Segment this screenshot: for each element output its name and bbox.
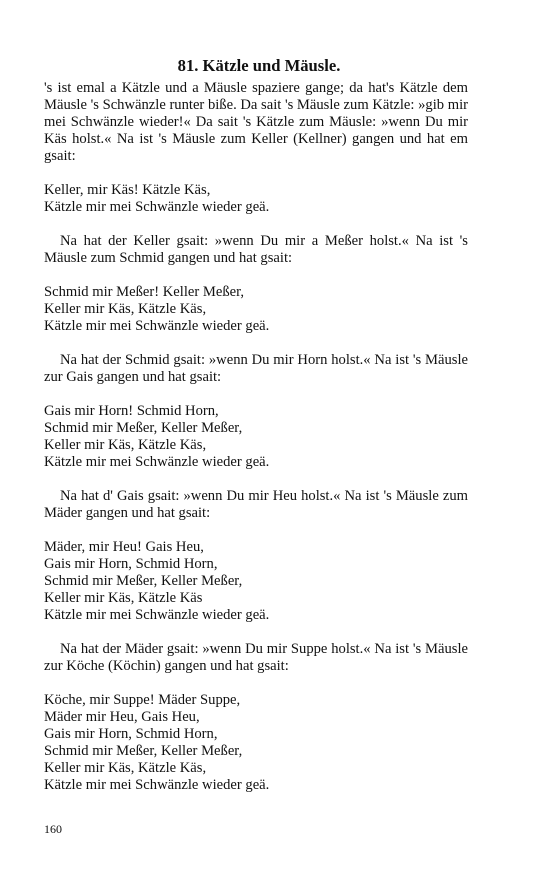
stanza-gap bbox=[44, 675, 468, 692]
prose-paragraph: Na hat der Schmid gsait: »wenn Du mir Horn holst.« Na ist 's Mäusle zur Gais gangen und hat gsait: bbox=[44, 352, 468, 385]
prose-paragraph: Na hat d' Gais gsait: »wenn Du mir Heu holst.« Na ist 's Mäusle zum Mäder gangen und hat gsait: bbox=[44, 488, 468, 521]
verse-line: Kätzle mir mei Schwänzle wieder geä. bbox=[44, 607, 270, 623]
stanza-gap bbox=[44, 165, 468, 182]
verse-line: Keller mir Käs, Kätzle Käs, bbox=[44, 301, 207, 317]
stanza-gap bbox=[44, 471, 468, 488]
verse-line: Kätzle mir mei Schwänzle wieder geä. bbox=[44, 199, 270, 215]
stanza-gap bbox=[44, 624, 468, 641]
page-number: 160 bbox=[44, 822, 62, 836]
prose-paragraph: Na hat der Keller gsait: »wenn Du mir a Meßer holst.« Na ist 's Mäusle zum Schmid gangen und hat gsait: bbox=[44, 233, 468, 266]
prose-paragraph: Na hat der Mäder gsait: »wenn Du mir Suppe holst.« Na ist 's Mäusle zur Köche (Köchin) gangen und hat gsait: bbox=[44, 641, 468, 674]
verse-stanza bbox=[44, 182, 468, 216]
verse-line: Gais mir Horn, Schmid Horn, bbox=[44, 726, 218, 742]
verse-line: Keller mir Käs, Kätzle Käs, bbox=[44, 760, 207, 776]
verse-line: Schmid mir Meßer, Keller Meßer, bbox=[44, 420, 243, 436]
verse-line: Köche, mir Suppe! Mäder Suppe, bbox=[44, 692, 241, 708]
stanza-gap bbox=[44, 522, 468, 539]
stanza-gap bbox=[44, 386, 468, 403]
verse-stanza bbox=[44, 284, 468, 335]
verse-stanza bbox=[44, 692, 468, 794]
verse-stanza bbox=[44, 539, 468, 624]
prose-paragraph: 's ist emal a Kätzle und a Mäusle spaziere gange; da hat's Kätzle dem Mäusle 's Schwänzle runter bißе. Da sait 's Mäusle zum Kätzle: »gib mir mei Schwänzle wieder!« Da sait 's Kätzle zum Mäusle: »wenn Du mir Käs holst.« Na ist 's Mäusle zum Keller (Kellner) gangen und hat em gsait: bbox=[44, 80, 468, 164]
verse-line: Gais mir Horn! Schmid Horn, bbox=[44, 403, 219, 419]
body-text bbox=[44, 80, 468, 794]
verse-line: Mäder, mir Heu! Gais Heu, bbox=[44, 539, 204, 555]
verse-line: Schmid mir Meßer, Keller Meßer, bbox=[44, 573, 243, 589]
verse-line: Keller mir Käs, Kätzle Käs bbox=[44, 590, 203, 606]
verse-line: Schmid mir Meßer! Keller Meßer, bbox=[44, 284, 245, 300]
verse-line: Keller, mir Käs! Kätzle Käs, bbox=[44, 182, 211, 198]
verse-line: Keller mir Käs, Kätzle Käs, bbox=[44, 437, 207, 453]
verse-line: Kätzle mir mei Schwänzle wieder geä. bbox=[44, 454, 270, 470]
verse-line: Kätzle mir mei Schwänzle wieder geä. bbox=[44, 777, 270, 793]
stanza-gap bbox=[44, 335, 468, 352]
verse-line: Kätzle mir mei Schwänzle wieder geä. bbox=[44, 318, 270, 334]
verse-line: Mäder mir Heu, Gais Heu, bbox=[44, 709, 200, 725]
verse-stanza bbox=[44, 403, 468, 471]
verse-line: Schmid mir Meßer, Keller Meßer, bbox=[44, 743, 243, 759]
stanza-gap bbox=[44, 216, 468, 233]
stanza-gap bbox=[44, 267, 468, 284]
chapter-title: 81. Kätzle und Mäusle. bbox=[177, 56, 341, 75]
verse-line: Gais mir Horn, Schmid Horn, bbox=[44, 556, 218, 572]
